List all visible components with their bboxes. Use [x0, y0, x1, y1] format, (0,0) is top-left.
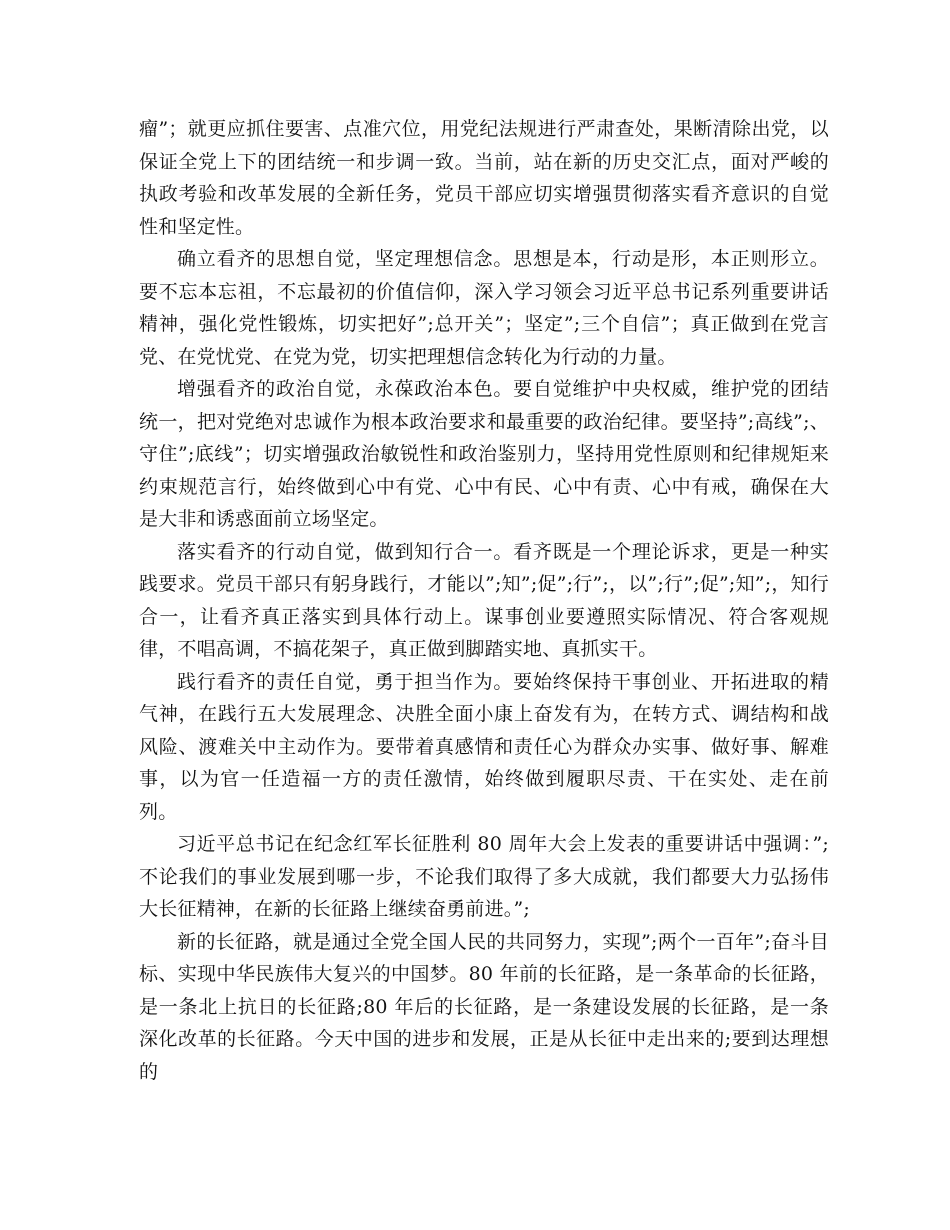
- paragraph-7: 新的长征路，就是通过全党全国人民的共同努力，实现”;两个一百年”;奋斗目标、实现中华民族伟大复兴的中国梦。80 年前的长征路，是一条革命的长征路，是一条北上抗日的长征路;80 年后的长征路，是一条建设发展的长征路，是一条深化改革的长征路。今天中国的进步和发展，正是从长征中走出来的;要到达理想的: [139, 930, 829, 1083]
- paragraph-3: 增强看齐的政治自觉，永葆政治本色。要自觉维护中央权威，维护党的团结统一，把对党绝对忠诚作为根本政治要求和最重要的政治纪律。要坚持”;高线”;、守住”;底线”；切实增强政治敏锐性和政治鉴别力，坚持用党性原则和纪律规矩来约束规范言行，始终做到心中有党、心中有民、心中有责、心中有戒，确保在大是大非和诱惑面前立场坚定。: [139, 378, 829, 530]
- paragraph-4: 落实看齐的行动自觉，做到知行合一。看齐既是一个理论诉求，更是一种实践要求。党员干部只有躬身践行，才能以”;知”;促”;行”;，以”;行”;促”;知”;，知行合一，让看齐真正落实到具体行动上。谋事创业要遵照实际情况、符合客观规律，不唱高调，不搞花架子，真正做到脚踏实地、真抓实干。: [139, 540, 829, 660]
- paragraph-1: 瘤”；就更应抓住要害、点准穴位，用党纪法规进行严肃查处，果断清除出党，以保证全党上下的团结统一和步调一致。当前，站在新的历史交汇点，面对严峻的执政考验和改革发展的全新任务，党员干部应切实增强贯彻落实看齐意识的自觉性和坚定性。: [139, 118, 829, 238]
- document-body: [139, 113, 829, 1088]
- paragraph-2: 确立看齐的思想自觉，坚定理想信念。思想是本，行动是形，本正则形立。要不忘本忘祖，不忘最初的价值信仰，深入学习领会习近平总书记系列重要讲话精神，强化党性锻炼，切实把好”;总开关”；坚定”;三个自信”；真正做到在党言党、在党忧党、在党为党，切实把理想信念转化为行动的力量。: [139, 248, 829, 368]
- paragraph-5: 践行看齐的责任自觉，勇于担当作为。要始终保持干事创业、开拓进取的精气神，在践行五大发展理念、决胜全面小康上奋发有为，在转方式、调结构和战风险、渡难关中主动作为。要带着真感情和责任心为群众办实事、做好事、解难事，以为官一任造福一方的责任激情，始终做到履职尽责、干在实处、走在前列。: [139, 670, 829, 823]
- paragraph-6: 习近平总书记在纪念红军长征胜利 80 周年大会上发表的重要讲话中强调：”;不论我们的事业发展到哪一步，不论我们取得了多大成就，我们都要大力弘扬伟大长征精神，在新的长征路上继续奋勇前进。”;: [139, 833, 829, 920]
